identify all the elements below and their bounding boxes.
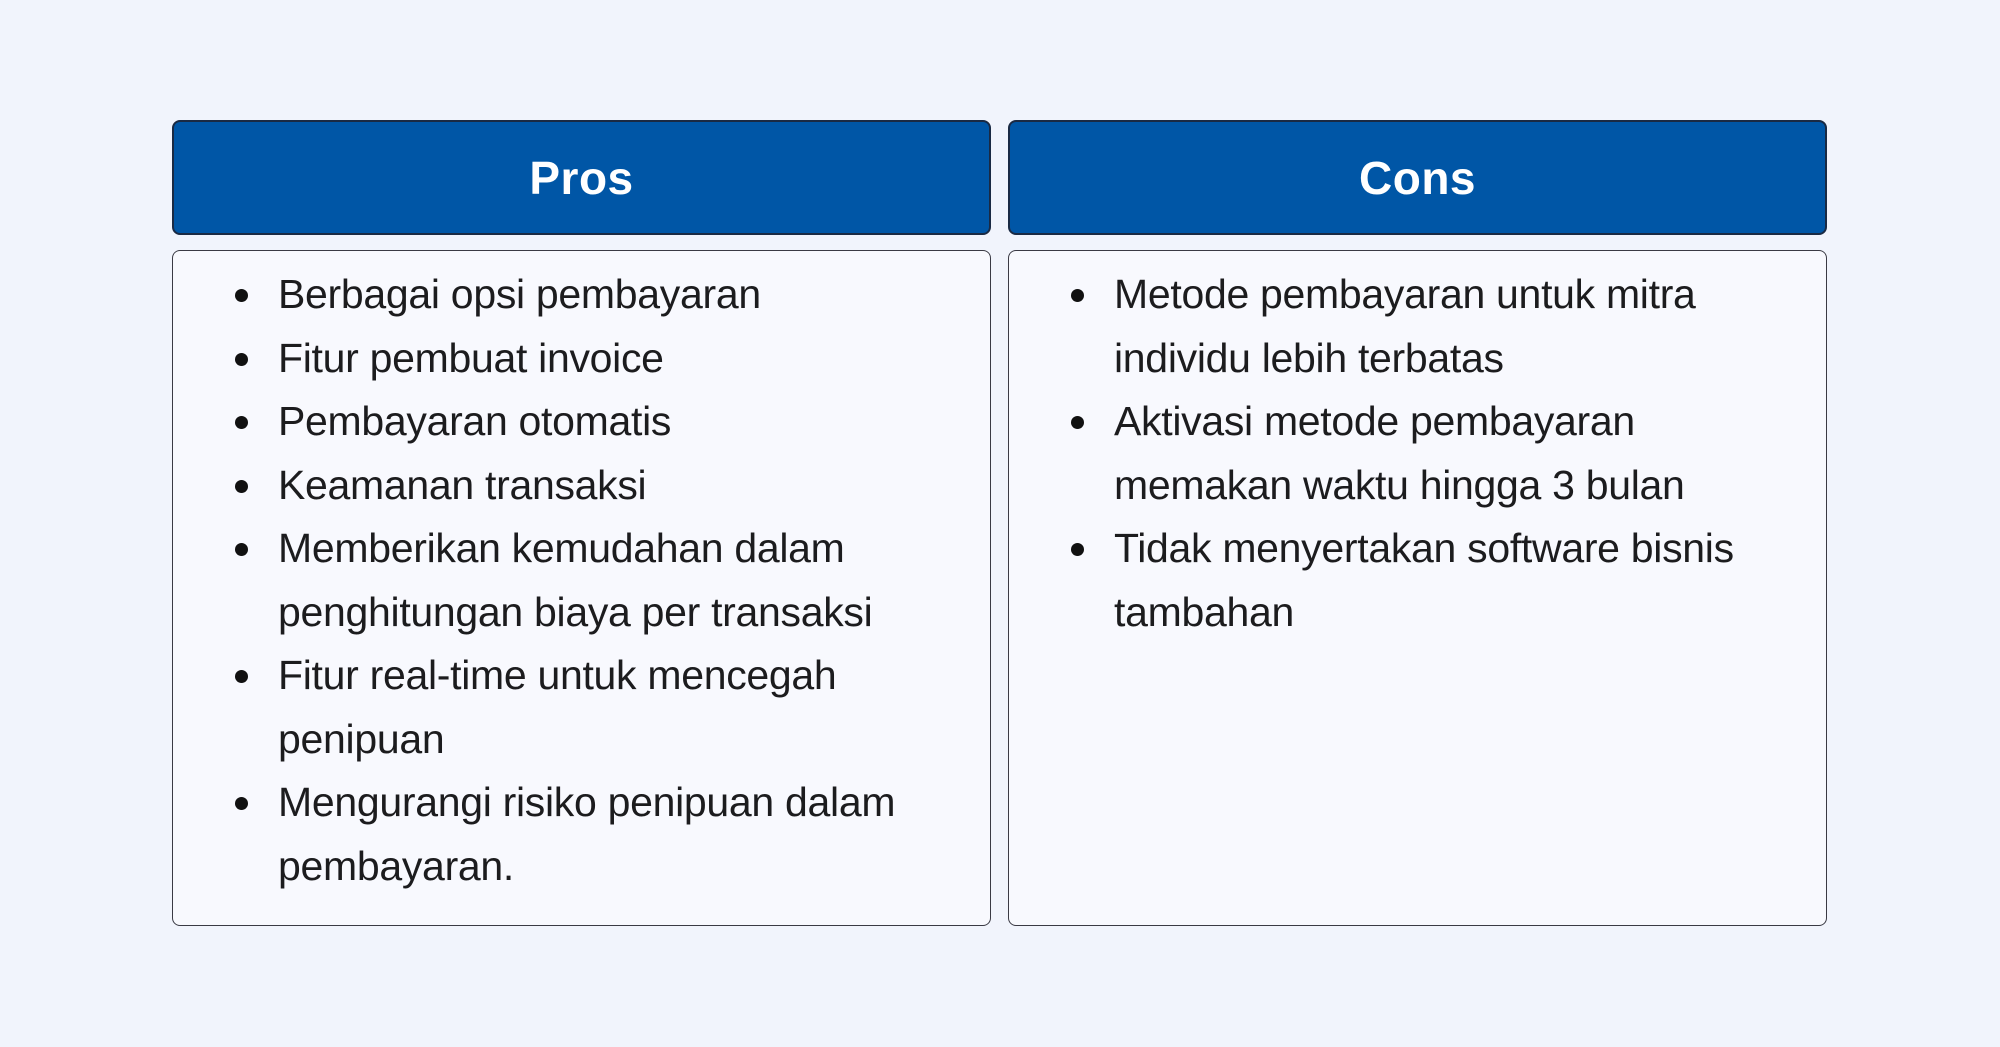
pros-title: Pros — [529, 151, 634, 204]
cons-list — [1059, 263, 1786, 644]
pros-list-item: Mengurangi risiko penipuan dalam pembayaran. — [223, 771, 950, 898]
cons-list-item: Aktivasi metode pembayaran memakan waktu hingga 3 bulan — [1059, 390, 1786, 517]
cons-panel — [1008, 250, 1827, 926]
pros-header — [172, 120, 991, 235]
cons-column — [1008, 120, 1827, 926]
pros-list-item: Fitur real-time untuk mencegah penipuan — [223, 644, 950, 771]
pros-list-item: Keamanan transaksi — [223, 454, 950, 518]
cons-list-item: Metode pembayaran untuk mitra individu lebih terbatas — [1059, 263, 1786, 390]
pros-panel — [172, 250, 991, 926]
pros-list — [223, 263, 950, 898]
pros-list-item: Berbagai opsi pembayaran — [223, 263, 950, 327]
cons-title: Cons — [1359, 151, 1476, 204]
pros-column — [172, 120, 991, 926]
cons-list-item: Tidak menyertakan software bisnis tambahan — [1059, 517, 1786, 644]
pros-list-item: Pembayaran otomatis — [223, 390, 950, 454]
pros-list-item: Fitur pembuat invoice — [223, 327, 950, 391]
pros-list-item: Memberikan kemudahan dalam penghitungan biaya per transaksi — [223, 517, 950, 644]
cons-header — [1008, 120, 1827, 235]
